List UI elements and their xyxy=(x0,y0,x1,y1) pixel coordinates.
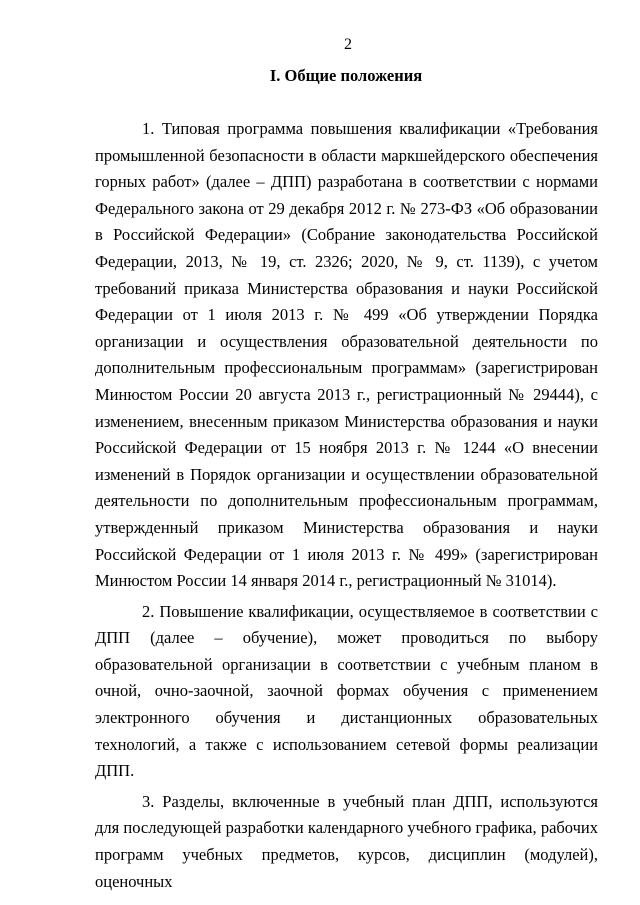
section-heading: I. Общие положения xyxy=(269,66,423,85)
paragraph-3: 3. Разделы, включенные в учебный план ДПП, используются для последующей разработки календарного учебного графика, рабочих программ учебных предметов, курсов, дисциплин (модулей), оценочных xyxy=(95,791,598,891)
paragraph-2: 2. Повышение квалификации, осуществляемое в соответствии с ДПП (далее – обучение), может проводиться по выбору образовательной организации в соответствии с учебным планом в очной, очно-заочной, заочной формах обучения с применением электронного обучения и дистанционных образовательных технологий, а также с использованием сетевой формы реализации ДПП. xyxy=(95,601,598,781)
paragraph-1: 1. Типовая программа повышения квалификации «Требования промышленной безопасности в области маркшейдерского обеспечения горных работ» (далее – ДПП) разработана в соответствии с нормами Федерального закона от 29 декабря 2012 г. № 273-ФЗ «Об образовании в Российской Федерации» (Собрание законодательства Российской Федерации, 2013, № 19, ст. 2326; 2020, № 9, ст. 1139), с учетом требований приказа Министерства образования и науки Российской Федерации от 1 июля 2013 г. № 499 «Об утверждении Порядка организации и осуществления образовательной деятельности по дополнительным профессиональным программам» (зарегистрирован Минюстом России 20 августа 2013 г., регистрационный № 29444), с изменением, внесенным приказом Министерства образования и науки Российской Федерации от 15 ноября 2013 г. № 1244 «О внесении изменений в Порядок организации и осуществлении образовательной деятельности по дополнительным профессиональным программам, утвержденный приказом Министерства образования и науки Российской Федерации от 1 июля 2013 г. № 499» (зарегистрирован Минюстом России 14 января 2014 г., регистрационный № 31014). xyxy=(95,119,598,591)
page-number: 2 xyxy=(344,36,352,53)
document-body xyxy=(95,116,598,895)
